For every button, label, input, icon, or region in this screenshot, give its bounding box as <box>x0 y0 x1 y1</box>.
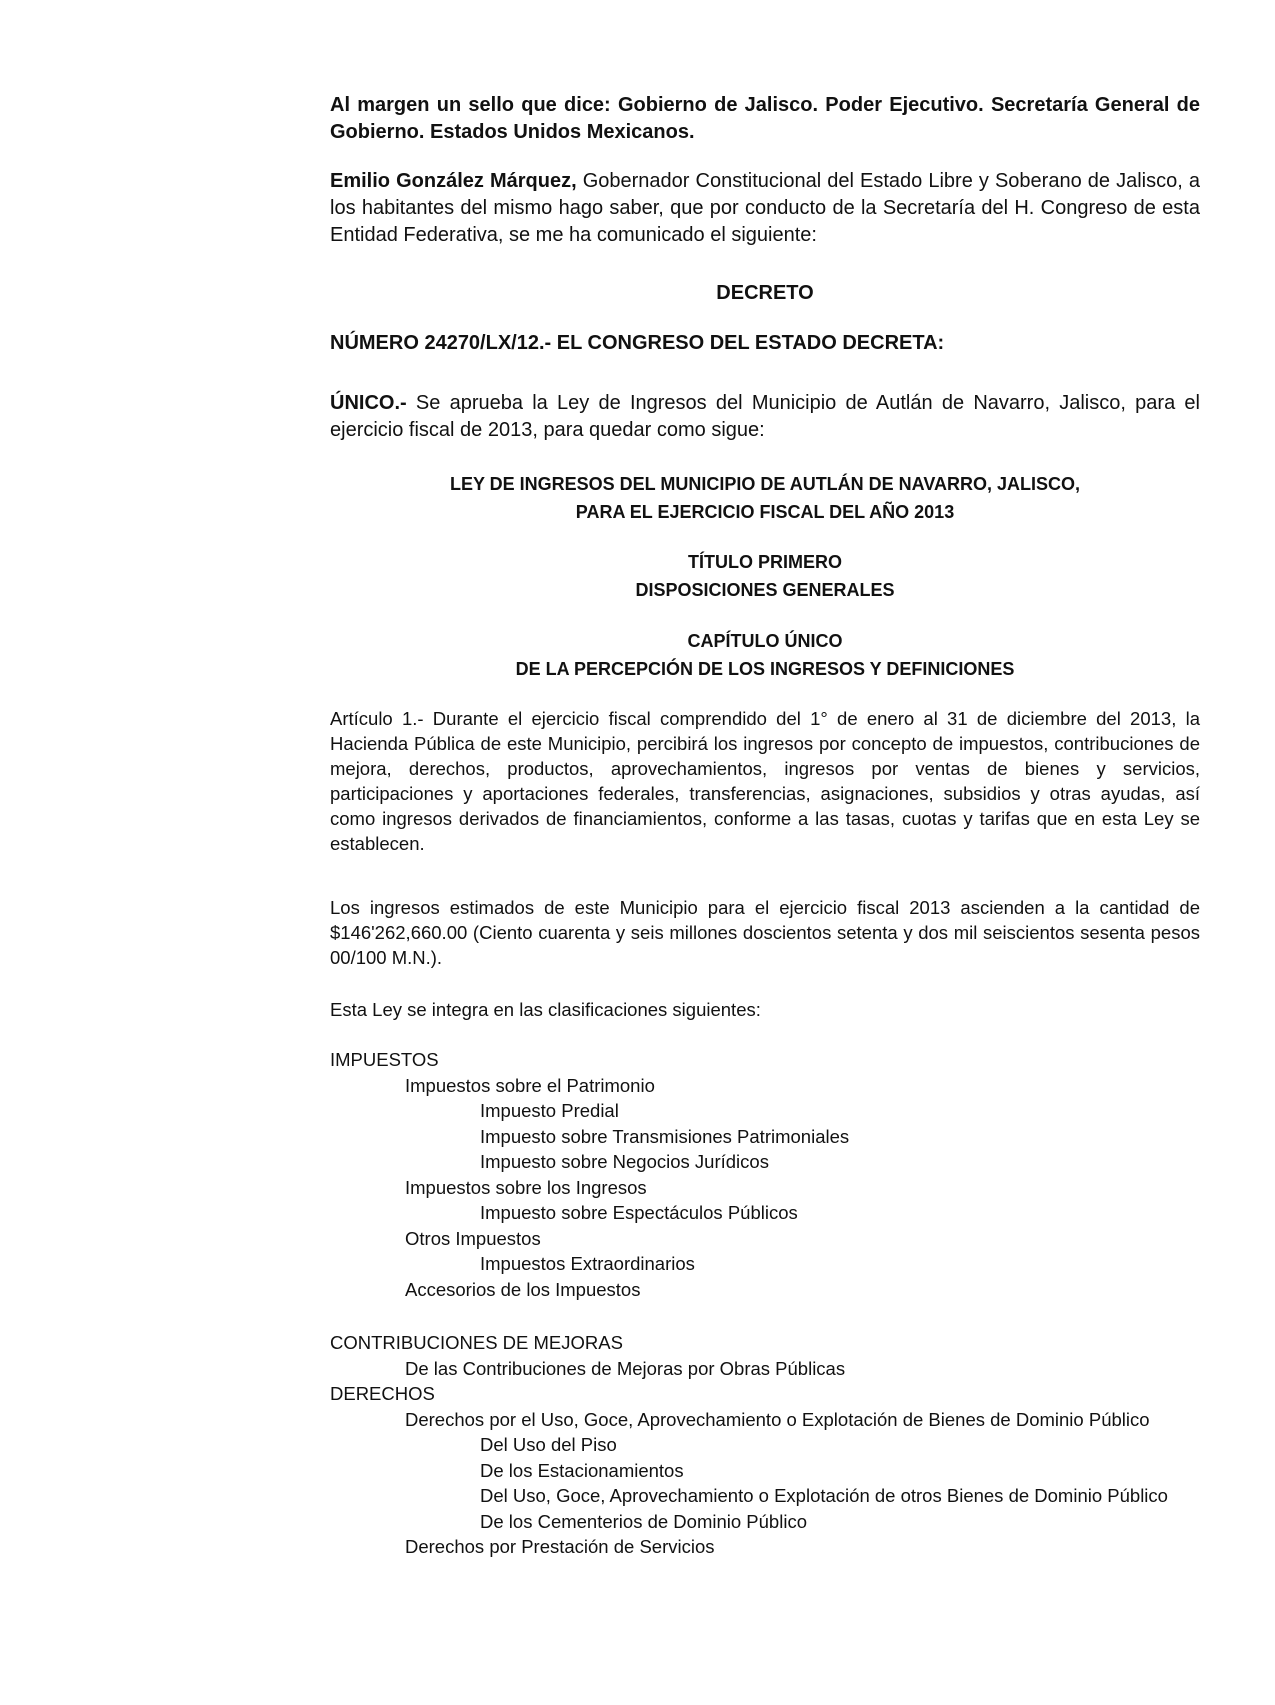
law-title <box>330 470 1200 526</box>
classification-item: De los Cementerios de Dominio Público <box>480 1510 807 1532</box>
unico-paragraph <box>330 390 1200 444</box>
title-heading <box>330 548 1200 604</box>
classification-item: De las Contribuciones de Mejoras por Obras Públicas <box>405 1357 846 1379</box>
classification-item: Impuesto sobre Negocios Jurídicos <box>480 1151 769 1172</box>
classification-intro: Esta Ley se integra en las clasificaciones siguientes: <box>330 999 761 1020</box>
classification-item: Del Uso del Piso <box>480 1434 617 1455</box>
unico-label: ÚNICO.- <box>330 392 407 414</box>
classification-item: Otros Impuestos <box>405 1227 541 1249</box>
classification-item: Impuesto sobre Transmisiones Patrimoniales <box>480 1125 850 1147</box>
classification-item: Impuestos sobre el Patrimonio <box>405 1074 655 1096</box>
classification-item: Del Uso, Goce, Aprovechamiento o Explotación de otros Bienes de Dominio Público <box>480 1485 1168 1506</box>
decree-number: NÚMERO 24270/LX/12.- EL CONGRESO DEL ESTADO DECRETA: <box>330 332 945 354</box>
law-title-line-2: PARA EL EJERCICIO FISCAL DEL AÑO 2013 <box>575 502 955 522</box>
chapter-heading-line-2: DE LA PERCEPCIÓN DE LOS INGRESOS Y DEFINICIONES <box>515 659 1015 679</box>
classification-item: Accesorios de los Impuestos <box>405 1278 641 1300</box>
intro-text: Gobernador Constitucional del Estado Libre y Soberano de Jalisco, a los habitantes del mismo hago saber, que por conducto de la Secretaría del H. Congreso de esta Entidad Federativa, se me ha comunicado el siguiente: <box>330 170 1200 246</box>
classification-list-contributions-rights <box>330 1330 1230 1560</box>
classification-item: IMPUESTOS <box>330 1049 439 1070</box>
law-title-line-1: LEY DE INGRESOS DEL MUNICIPIO DE AUTLÁN DE NAVARRO, JALISCO, <box>449 474 1081 494</box>
decree-heading: DECRETO <box>716 282 814 304</box>
classification-item: Derechos por Prestación de Servicios <box>405 1536 715 1557</box>
title-heading-line-1: TÍTULO PRIMERO <box>688 552 842 572</box>
classification-item: Derechos por el Uso, Goce, Aprovechamiento o Explotación de Bienes de Dominio Público <box>405 1408 1150 1430</box>
governor-name: Emilio González Márquez, <box>330 170 577 192</box>
classification-item: CONTRIBUCIONES DE MEJORAS <box>330 1332 623 1353</box>
classification-item: Impuestos sobre los Ingresos <box>405 1176 647 1198</box>
title-heading-line-2: DISPOSICIONES GENERALES <box>635 580 895 600</box>
classification-item: Impuesto Predial <box>480 1100 619 1121</box>
chapter-heading-line-1: CAPÍTULO ÚNICO <box>687 631 843 651</box>
chapter-heading <box>330 627 1200 683</box>
margin-note: Al margen un sello que dice: Gobierno de Jalisco. Poder Ejecutivo. Secretaría General de Gobierno. Estados Unidos Mexicanos. <box>330 94 1200 143</box>
estimated-income-paragraph: Los ingresos estimados de este Municipio para el ejercicio fiscal 2013 ascienden a la cantidad de $146'262,660.00 (Ciento cuarenta y seis millones doscientos setenta y dos mil seiscientos sesenta pesos 00/100 M.N.). <box>330 897 1200 968</box>
intro-paragraph <box>330 168 1200 249</box>
classification-item: Impuestos Extraordinarios <box>480 1253 695 1274</box>
classification-item: De los Estacionamientos <box>480 1459 684 1481</box>
classification-item: Impuesto sobre Espectáculos Públicos <box>480 1202 798 1223</box>
article-1-paragraph: Artículo 1.- Durante el ejercicio fiscal comprendido del 1° de enero al 31 de diciembre del 2013, la Hacienda Pública de este Municipio, percibirá los ingresos por concepto de impuestos, contribuciones de mejora, derechos, productos, aprovechamientos, ingresos por ventas de bienes y servicios, participaciones y aportaciones federales, transferencias, asignaciones, subsidios y otras ayudas, así como ingresos derivados de financiamientos, conforme a las tasas, cuotas y tarifas que en esta Ley se establecen. <box>330 708 1200 854</box>
classification-list-taxes <box>330 1047 1230 1302</box>
classification-item: DERECHOS <box>330 1383 435 1404</box>
unico-text: Se aprueba la Ley de Ingresos del Municipio de Autlán de Navarro, Jalisco, para el ejercicio fiscal de 2013, para quedar como sigue: <box>330 392 1200 441</box>
